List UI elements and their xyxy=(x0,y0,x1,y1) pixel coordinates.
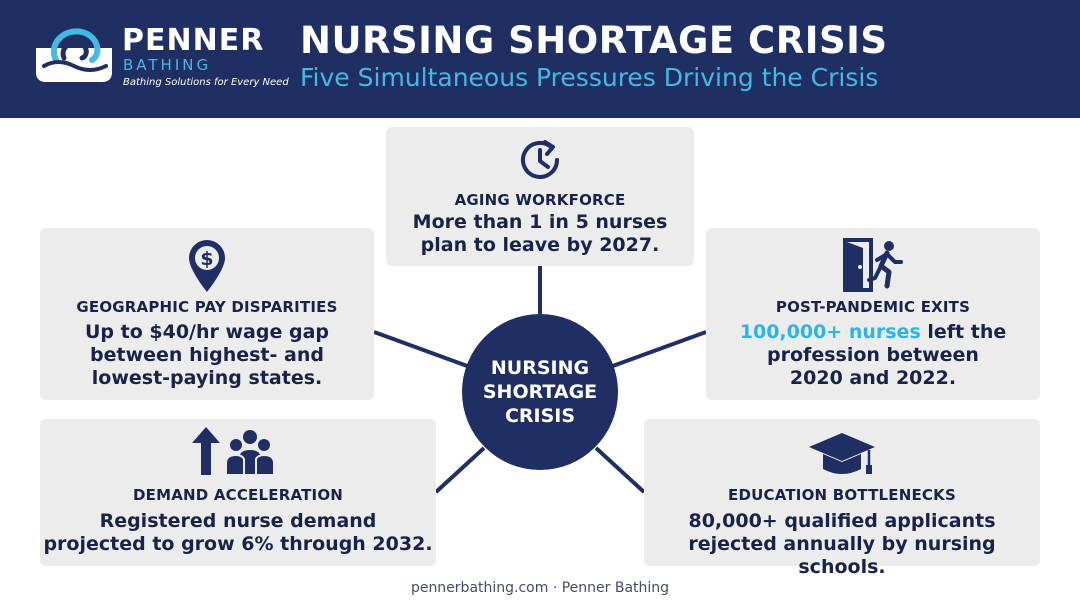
arrow-up-people-icon xyxy=(192,425,284,479)
clock-icon xyxy=(515,135,565,185)
card-body-line: rejected annually by nursing schools. xyxy=(688,533,996,578)
graduation-cap-icon xyxy=(807,429,877,479)
card-body-line: profession between xyxy=(767,344,979,366)
card-education-bottlenecks xyxy=(644,419,1040,578)
brand-name: PENNER xyxy=(122,23,265,58)
card-body-line: between highest- and xyxy=(90,344,324,366)
footer-credit: pennerbathing.com · Penner Bathing xyxy=(410,580,670,596)
card-title: AGING WORKFORCE xyxy=(454,191,626,209)
card-body-line: projected to grow 6% through 2032. xyxy=(43,533,433,555)
card-body-line: More than 1 in 5 nurses xyxy=(412,211,668,233)
dollar-location-pin-icon xyxy=(183,236,231,294)
card-body-line: 2020 and 2022. xyxy=(789,367,957,389)
card-title: EDUCATION BOTTLENECKS xyxy=(728,486,956,504)
card-post-pandemic-exits xyxy=(706,228,1040,400)
card-title: POST-PANDEMIC EXITS xyxy=(775,298,971,316)
exit-door-icon xyxy=(841,236,905,294)
brand-tagline: Bathing Solutions for Every Need xyxy=(123,77,289,88)
card-body-line: Up to $40/hr wage gap xyxy=(84,321,329,343)
card-title: DEMAND ACCELERATION xyxy=(132,486,344,504)
svg-text:$: $ xyxy=(200,248,214,270)
card-title: GEOGRAPHIC PAY DISPARITIES xyxy=(76,298,338,316)
brand-subname: BATHING xyxy=(123,56,212,74)
card-geographic-pay xyxy=(40,228,374,400)
card-demand-acceleration xyxy=(40,419,436,566)
central-hub xyxy=(462,314,618,470)
card-aging-workforce xyxy=(386,127,694,266)
page-title: NURSING SHORTAGE CRISIS xyxy=(300,19,888,62)
page-subtitle: Five Simultaneous Pressures Driving the Crisis xyxy=(300,63,879,92)
card-body-line: 80,000+ qualified applicants xyxy=(688,510,996,532)
highlight-text: 100,000+ nurses xyxy=(739,321,921,343)
hub-label: NURSING SHORTAGE CRISIS xyxy=(482,357,598,427)
card-body-text: left the xyxy=(920,321,1007,343)
card-body-line: plan to leave by 2027. xyxy=(420,234,660,256)
card-body-line: Registered nurse demand xyxy=(99,510,377,532)
card-body-line xyxy=(706,321,1040,344)
card-body-line: lowest-paying states. xyxy=(91,367,323,389)
